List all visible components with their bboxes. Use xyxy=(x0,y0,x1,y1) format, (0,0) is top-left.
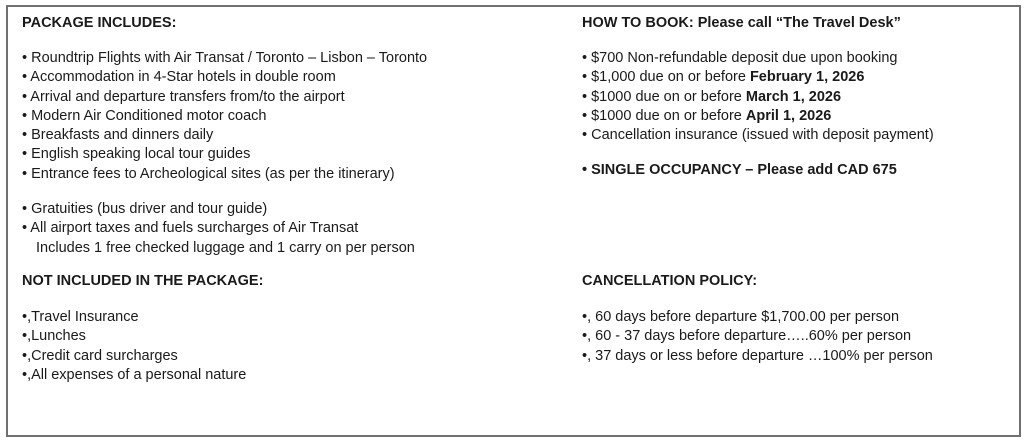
item-text: • $700 Non-refundable deposit due upon booking xyxy=(582,50,898,66)
due-date: February 1, 2026 xyxy=(749,69,865,86)
not-included-list xyxy=(22,308,263,385)
list-item: • Arrival and departure transfers from/to the airport xyxy=(22,88,345,105)
due-date: April 1, 2026 xyxy=(745,107,832,124)
package-includes-list-2 xyxy=(22,200,427,258)
list-item: •, 60 - 37 days before departure…..60% per person xyxy=(582,328,912,345)
package-includes-section xyxy=(22,15,427,258)
cancellation-policy-section xyxy=(582,273,933,366)
list-item: • Accommodation in 4-Star hotels in double room xyxy=(22,69,336,86)
item-text: • Cancellation insurance (issued with deposit payment) xyxy=(582,127,934,144)
list-item: •,Travel Insurance xyxy=(22,309,139,325)
payment-schedule-list xyxy=(582,49,934,145)
list-item: •,All expenses of a personal nature xyxy=(22,366,247,383)
cancellation-policy-heading: CANCELLATION POLICY: xyxy=(582,273,758,289)
package-includes-list xyxy=(22,49,427,184)
list-item xyxy=(582,88,934,107)
item-text: • $1000 due on or before xyxy=(582,88,746,105)
list-item: • Breakfasts and dinners daily xyxy=(22,127,214,144)
cancellation-policy-list xyxy=(582,308,933,366)
item-text: • $1,000 due on or before xyxy=(582,69,750,86)
list-item: • Entrance fees to Archeological sites (as per the itinerary) xyxy=(22,165,395,182)
list-item: •, 37 days or less before departure …100% per person xyxy=(582,347,933,364)
list-item-continuation: Includes 1 free checked luggage and 1 carry on per person xyxy=(36,239,415,256)
list-item: • All airport taxes and fuels surcharges of Air Transat xyxy=(22,220,359,237)
how-to-book-section xyxy=(582,15,934,181)
single-occupancy-note: • SINGLE OCCUPANCY – Please add CAD 675 xyxy=(582,162,897,179)
list-item xyxy=(582,68,934,87)
due-date: March 1, 2026 xyxy=(745,88,842,105)
how-to-book-heading: HOW TO BOOK: Please call “The Travel Desk” xyxy=(582,15,901,31)
list-item: • English speaking local tour guides xyxy=(22,146,251,163)
list-item: •, 60 days before departure $1,700.00 per person xyxy=(582,309,900,325)
list-item xyxy=(582,49,934,68)
single-occupancy-list xyxy=(582,161,934,180)
not-included-section xyxy=(22,273,263,385)
item-text: • $1000 due on or before xyxy=(582,107,746,124)
list-item: •,Lunches xyxy=(22,328,86,345)
list-item: • Gratuities (bus driver and tour guide) xyxy=(22,201,268,218)
not-included-heading: NOT INCLUDED IN THE PACKAGE: xyxy=(22,273,264,289)
list-item: •,Credit card surcharges xyxy=(22,347,178,364)
list-item xyxy=(582,107,934,126)
list-item: • Roundtrip Flights with Air Transat / Toronto – Lisbon – Toronto xyxy=(22,50,428,66)
package-includes-heading: PACKAGE INCLUDES: xyxy=(22,15,177,31)
list-item xyxy=(582,126,934,145)
list-item: • Modern Air Conditioned motor coach xyxy=(22,107,267,124)
